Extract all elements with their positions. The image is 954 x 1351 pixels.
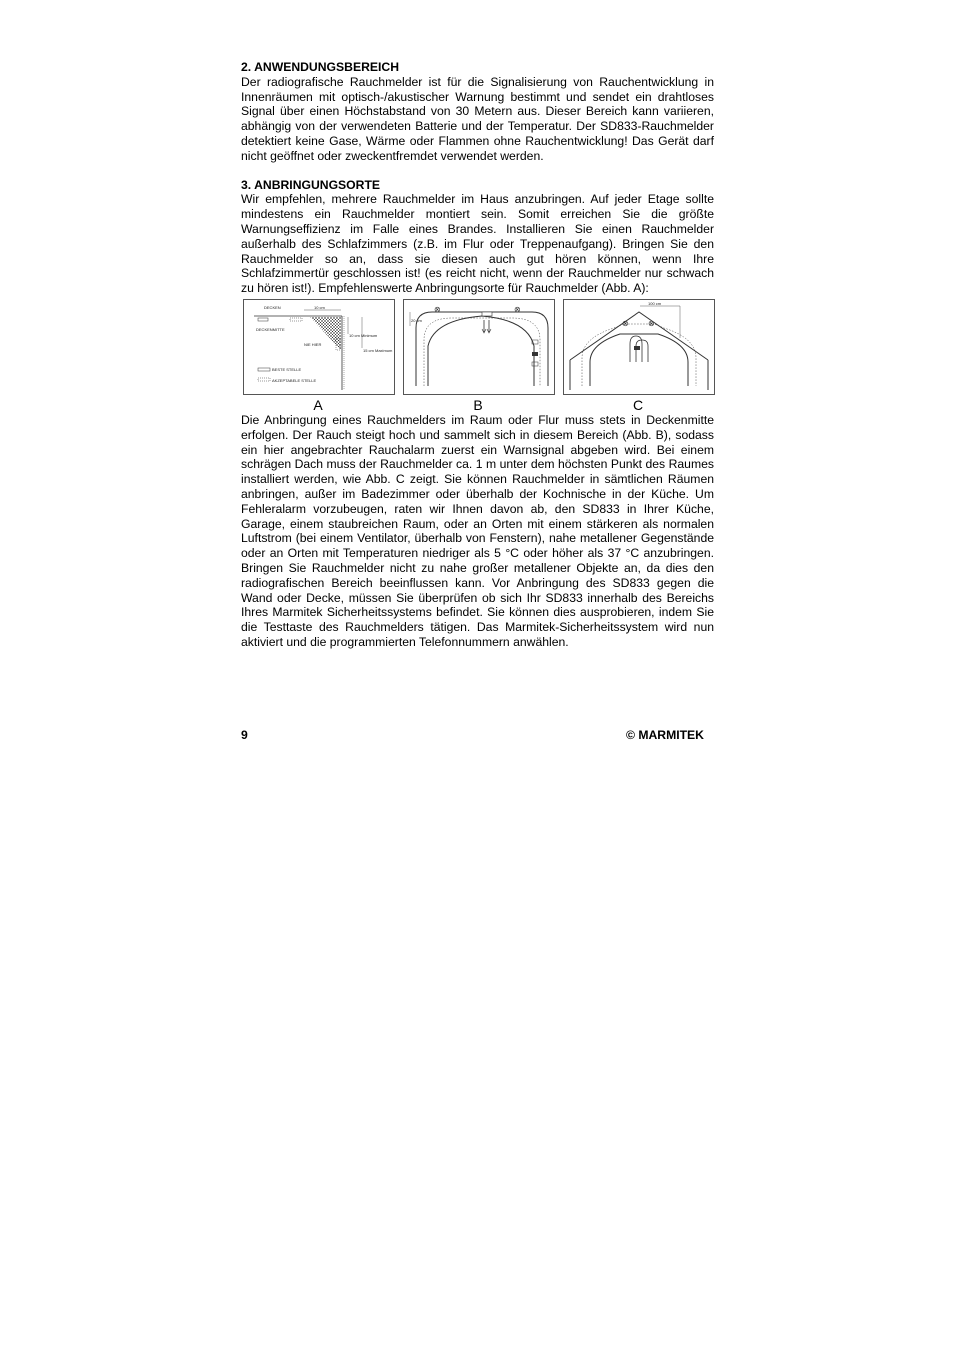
figure-b-label: B <box>473 396 483 413</box>
footer-brand: © MARMITEK <box>625 728 704 742</box>
svg-text:⊗: ⊗ <box>514 304 521 314</box>
svg-text:⊗: ⊗ <box>648 318 655 328</box>
label-nie-hier: NIE HIER <box>304 341 322 347</box>
svg-text:⊗: ⊗ <box>434 304 441 314</box>
label-dist-min: 10 cm Minimum <box>349 332 378 338</box>
figure-c <box>563 299 715 395</box>
figure-a <box>243 299 395 395</box>
label-c-dist: 100 cm <box>648 300 662 306</box>
section-body-anbringungsorte: Wir empfehlen, mehrere Rauchmelder im Haus anzubringen. Auf jeder Etage sollte mindestens ein Rauchmelder montiert sein. Somit erreichen Sie die größte Warnungseffizienz im Falle eines Brandes. Installieren Sie einen Rauchmelder außerhalb des Schlafzimmers (z.B. im Flur oder Treppenaufgang). Bringen Sie den Rauchmelder so an, dass sie diesen auch gut hören können, wenn Ihre Schlafzimmertür geschlossen ist! (es reicht nicht, wenn der Rauchmelder nur schwach zu hören ist!). Empfehlenswerte Anbringungsorte für Rauchmelder (Abb. A): <box>241 192 714 296</box>
page-number: 9 <box>241 728 248 742</box>
figure-b-drawing <box>404 300 554 394</box>
figure-a-label: A <box>313 396 323 413</box>
label-decken: DECKEN <box>264 304 281 310</box>
figure-row <box>241 299 714 413</box>
figure-c-drawing <box>564 300 714 394</box>
section-heading-anbringungsorte: 3. ANBRINGUNGSORTE <box>241 177 381 192</box>
page-content <box>241 60 714 650</box>
label-b-dist: 20 cm <box>411 317 422 323</box>
label-deckenmitte: DECKENMITTE <box>256 326 285 332</box>
section-heading-anwendungsbereich: 2. ANWENDUNGSBEREICH <box>241 60 399 74</box>
label-dist-top: 10 cm <box>314 304 325 310</box>
figure-b <box>403 299 555 395</box>
legend-ok: AKZEPTABELE STELLE <box>272 377 317 383</box>
label-dist-max: 15 cm Maximum <box>363 347 393 353</box>
figure-c-label: C <box>632 396 644 413</box>
figure-a-drawing <box>244 300 394 394</box>
legend-best: BESTE STELLE <box>272 366 302 372</box>
svg-text:⊗: ⊗ <box>622 318 629 328</box>
section-body-anbringungsorte-continued: Die Anbringung eines Rauchmelders im Raum oder Flur muss stets in Deckenmitte erfolgen. Der Rauch steigt hoch und sammelt sich in diesem Bereich (Abb. B), sodass ein hier angebrachter Rauchalarm zuerst ein Warnsignal abgeben wird. Bei einem schrägen Dach muss der Rauchmelder ca. 1 m unter dem höchsten Punkt des Raumes installiert werden, wie Abb. C zeigt. Sie können Rauchmelder in sämtlichen Räumen anbringen, außer im Badezimmer oder überhalb der Kochnische in der Küche. Um Fehleralarm vorzubeugen, raten wir Ihnen davon ab, den SD833 in Ihrer Küche, Garage, einem staubreichen Raum, oder an Orten mit einem stärkeren als normalen Luftstrom (bei einem Ventilator, überhalb von Fenstern), nahe metallener Gegenstände oder an Orten mit Temperaturen niedriger als 5 °C oder höher als 37 °C anzubringen. Bringen Sie Rauchmelder nicht zu nahe großer metallener Objekte an, da dies den radiografischen Bereich beeinflussen kann. Vor Anbringung des SD833 gegen die Wand oder Decke, müssen Sie überprüfen ob sich Ihr SD833 innerhalb des Bereichs Ihres Marmitek Sicherheitssystems befindet. Sie können dies ausprobieren, indem Sie die Testtaste des Rauchmelders tätigen. Das Marmitek-Sicherheitssystem wird nun aktiviert und die programmierten Telefonnummern anwählen. <box>241 412 714 649</box>
section-body-anwendungsbereich: Der radiografische Rauchmelder ist für die Signalisierung von Rauchentwicklung in Innenräumen mit optisch-/akustischer Warnung bestimmt und sendet ein drahtloses Signal über einen Höchstabstand von 30 Metern aus. Dieser Bereich kann variieren, abhängig von der verwendeten Batterie und der Temperatur. Der SD833-Rauchmelder detektiert keine Gase, Wärme oder Flammen ohne Rauchentwicklung! Das Gerät darf nicht geöffnet oder zweckentfremdet verwendet werden. <box>241 74 714 163</box>
